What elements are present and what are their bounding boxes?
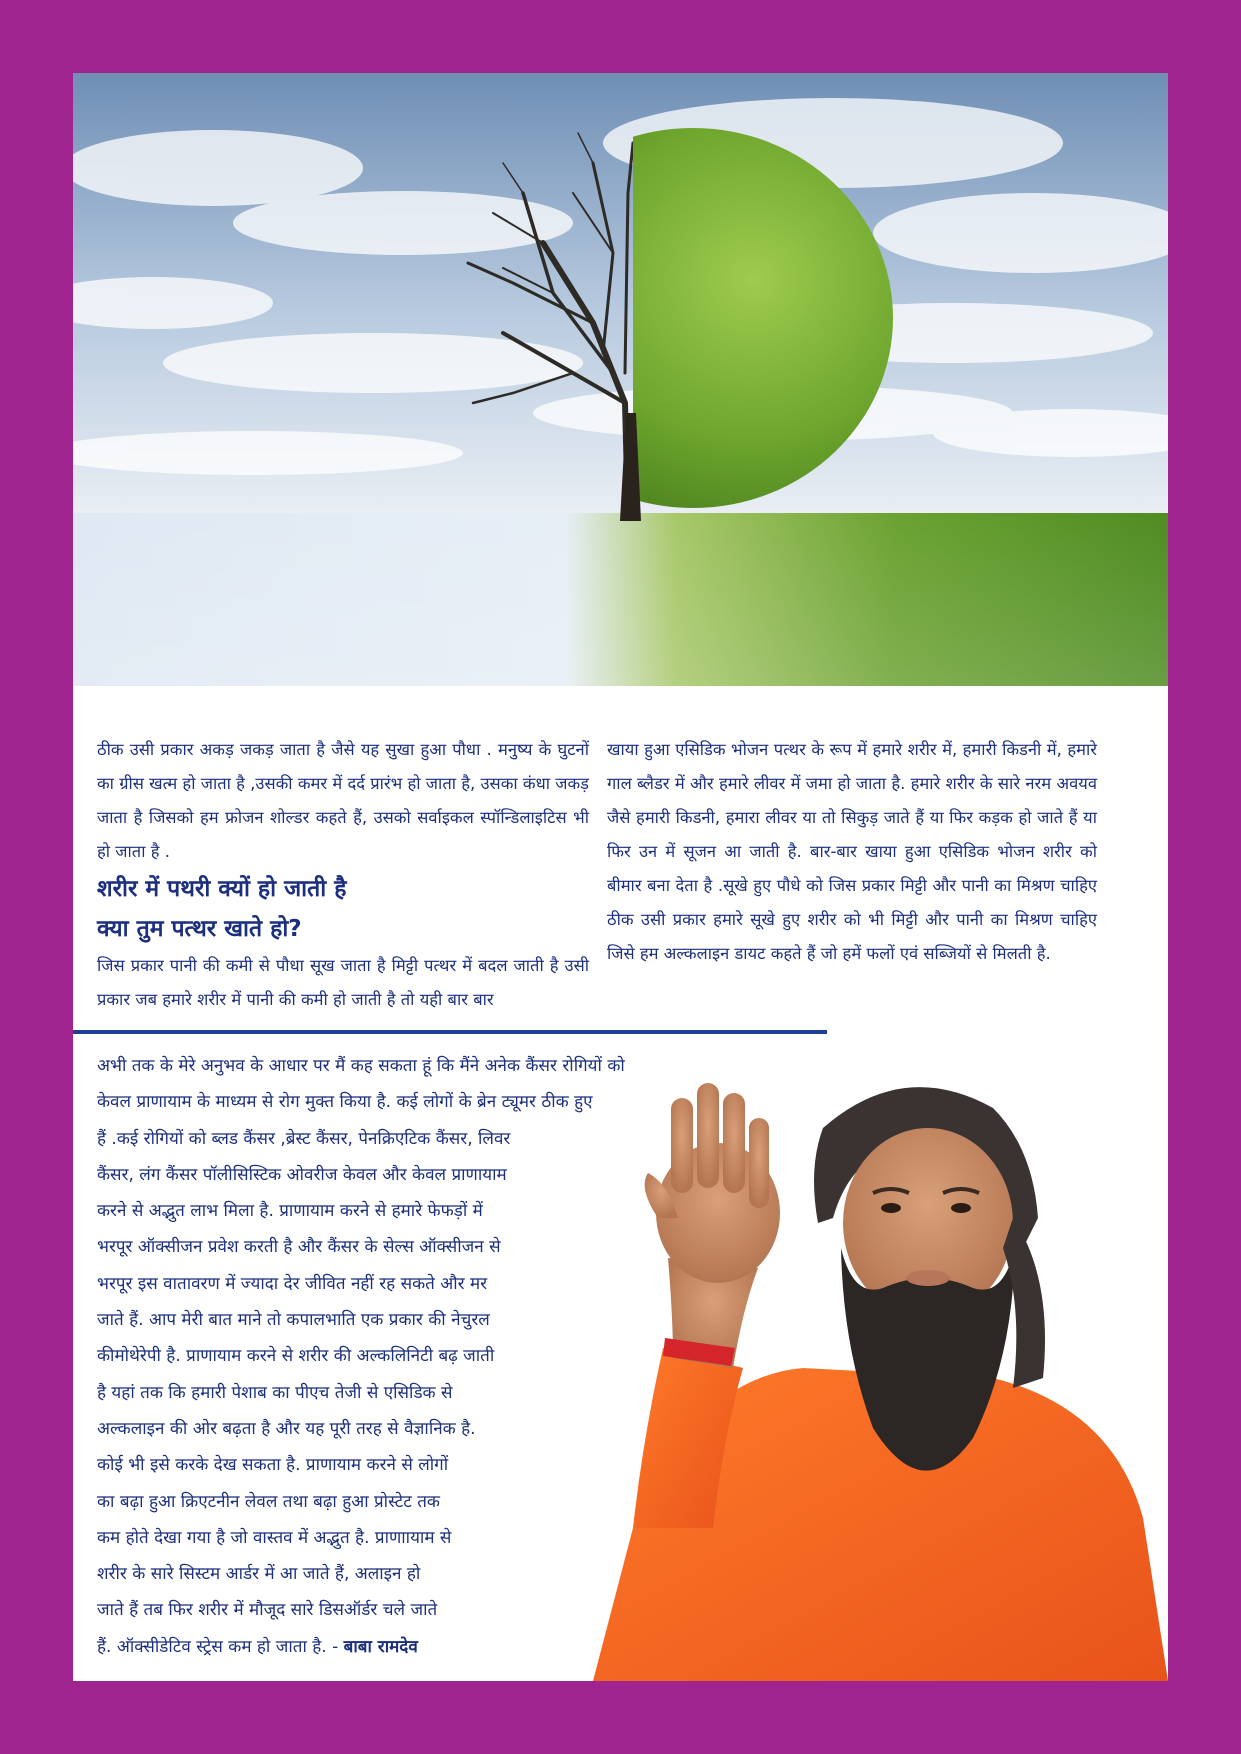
article-line: कीमोथेरेपी है. प्राणायाम करने से शरीर की अल्कलिनिटी बढ़ जाती bbox=[97, 1346, 495, 1367]
article-line: हैं .कई रोगियों को ब्लड कैंसर ,ब्रेस्ट कैंसर, पेनक्रिएटिक कैंसर, लिवर bbox=[97, 1128, 511, 1149]
article-line: है यहां तक कि हमारी पेशाब का पीएच तेजी से एसिडिक से bbox=[97, 1382, 453, 1403]
right-paragraph: खाया हुआ एसिडिक भोजन पत्थर के रूप में हमारे शरीर में, हमारी किडनी में, हमारे गाल ब्लैडर में और हमारे लीवर में जमा हो जाता है. हमारे शरीर के सारे नरम अवयव जैसे हमारी किडनी, हमारा लीवर या तो सिकुड़ जाते हैं या फिर कड़क हो जाते हैं या फिर उन में सूजन आ जाती है. बार-बार खाया हुआ एसिडिक भोजन शरीर को बीमार बना देता है .सूखे हुए पौधे को जिस प्रकार मिट्टी और पानी का मिश्रण चाहिए ठीक उसी प्रकार हमारे सूखे हुए शरीर को भी मिट्टी और पानी का मिश्रण चाहिए जिसे हम अल्कलाइन डायट कहते हैं जो हमें फलों एवं सब्जियों से मिलती है. bbox=[607, 740, 1097, 963]
person-photo bbox=[573, 1048, 1168, 1681]
right-column bbox=[607, 733, 1097, 971]
hero-image bbox=[73, 73, 1168, 686]
portrait-image bbox=[573, 1048, 1168, 1681]
article-line: कोई भी इसे करके देख सकता है. प्राणायाम करने से लोगों bbox=[97, 1455, 449, 1476]
divider-rule bbox=[73, 1030, 827, 1034]
article-line: शरीर के सारे सिस्टम आर्डर में आ जाते हैं, अलाइन हो bbox=[97, 1564, 421, 1585]
article-line: का बढ़ा हुआ क्रिएटनीन लेवल तथा बढ़ा हुआ प्रोस्टेट तक bbox=[97, 1491, 440, 1512]
article-line: भरपूर ऑक्सीजन प्रवेश करती है और कैंसर के सेल्स ऑक्सीजन से bbox=[97, 1237, 501, 1258]
left-paragraph-1: ठीक उसी प्रकार अकड़ जकड़ जाता है जैसे यह सुखा हुआ पौधा . मनुष्य के घुटनों का ग्रीस खत्म हो जाता है ,उसकी कमर में दर्द प्रारंभ हो जाता है, उसका कंधा जकड़ जाता है जिसको हम फ्रोजन शोल्डर कहते हैं, उसको सर्वाइकल स्पॉन्डिलाइटिस भी हो जाता है . bbox=[97, 740, 589, 861]
left-column bbox=[97, 733, 589, 1017]
article-line: अल्कलाइन की ओर बढ़ता है और यह पूरी तरह से वैज्ञानिक है. bbox=[97, 1418, 476, 1439]
section-heading-line-1: शरीर में पथरी क्यों हो जाती है bbox=[97, 876, 347, 902]
section-heading-line-2: क्या तुम पत्थर खाते हो? bbox=[97, 916, 302, 942]
article-line: कैंसर, लंग कैंसर पॉलीसिस्टिक ओवरीज केवल और केवल प्राणायाम bbox=[97, 1164, 507, 1185]
article-line: केवल प्राणायाम के माध्यम से रोग मुक्त किया है. कई लोगों के ब्रेन ट्यूमर ठीक हुए bbox=[97, 1092, 593, 1113]
tree-illustration bbox=[73, 73, 1168, 686]
article-line: जाते हैं तब फिर शरीर में मौजूद सारे डिसऑर्डर चले जाते bbox=[97, 1600, 438, 1621]
article-line: जाते हैं. आप मेरी बात माने तो कपालभाति एक प्रकार की नेचुरल bbox=[97, 1310, 490, 1331]
article-line: करने से अद्भुत लाभ मिला है. प्राणायाम करने से हमारे फेफड़ों में bbox=[97, 1201, 483, 1222]
article-line: भरपूर इस वातावरण में ज्यादा देर जीवित नहीं रह सकते और मर bbox=[97, 1273, 488, 1294]
article-line: अभी तक के मेरे अनुभव के आधार पर मैं कह सकता हूं कि मैंने अनेक कैंसर रोगियों को bbox=[97, 1056, 625, 1076]
article-line: कम होते देखा गया है जो वास्तव में अद्भुत है. प्राणाायाम से bbox=[97, 1527, 452, 1548]
author-name: बाबा रामदेव bbox=[343, 1636, 418, 1657]
article-line: हैं. ऑक्सीडेटिव स्ट्रेस कम हो जाता है. - bbox=[97, 1636, 339, 1657]
page bbox=[73, 73, 1168, 1681]
left-paragraph-2: जिस प्रकार पानी की कमी से पौधा सूख जाता है मिट्टी पत्थर में बदल जाती है उसी प्रकार जब हमारे शरीर में पानी की कमी हो जाती है तो यही बार बार bbox=[97, 956, 589, 1009]
